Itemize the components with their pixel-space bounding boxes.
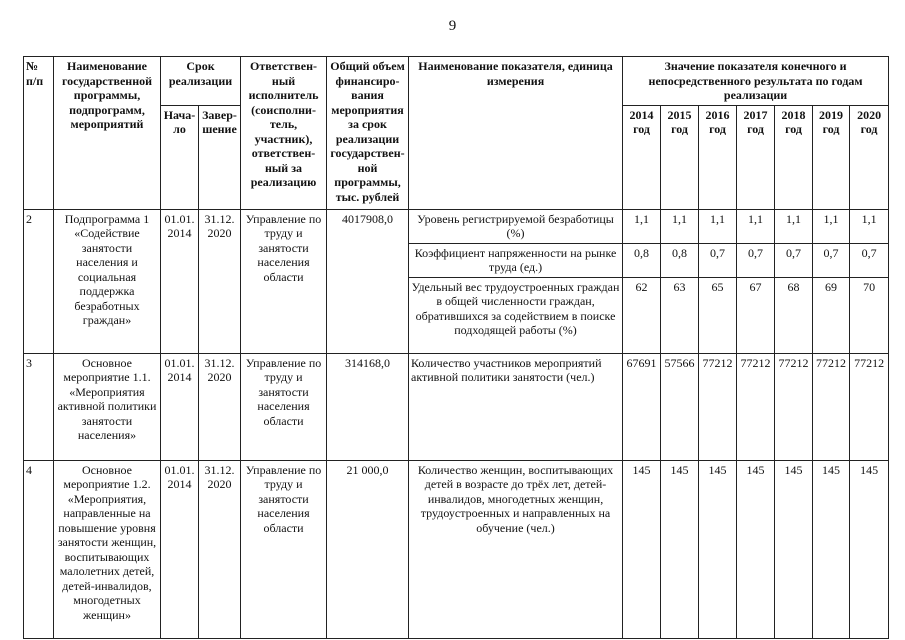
- row-financing: 21 000,0: [327, 460, 409, 638]
- indicator-value: 145: [775, 460, 813, 638]
- row-end: 31.12. 2020: [199, 209, 241, 353]
- indicator-value: 1,1: [623, 209, 661, 243]
- header-year: 2014 год: [623, 105, 661, 209]
- row-name: Подпрограмма 1 «Содействие занятости населения и социальная поддержка безработных граждан»: [54, 209, 161, 353]
- indicator-name: Количество женщин, воспитывающих детей в возрасте до трёх лет, детей-инвалидов, многодетных женщин, трудоустроенных и направленных на обучение (чел.): [409, 460, 623, 638]
- header-year: 2016 год: [699, 105, 737, 209]
- indicator-value: 57566: [661, 353, 699, 460]
- indicator-value: 0,7: [813, 243, 850, 277]
- indicator-value: 69: [813, 277, 850, 353]
- indicator-value: 0,7: [737, 243, 775, 277]
- header-year: 2015 год: [661, 105, 699, 209]
- header-year: 2019 год: [813, 105, 850, 209]
- indicator-value: 67691: [623, 353, 661, 460]
- indicator-value: 77212: [699, 353, 737, 460]
- indicator-name: Удельный вес трудоустроенных граждан в общей численности граждан, обратившихся за содействием в поиске подходящей работы (%): [409, 277, 623, 353]
- indicator-value: 63: [661, 277, 699, 353]
- indicator-name: Уровень регистрируемой безработицы (%): [409, 209, 623, 243]
- header-indicator: Наименование показателя, единица измерения: [409, 57, 623, 210]
- row-start: 01.01. 2014: [161, 353, 199, 460]
- row-financing: 4017908,0: [327, 209, 409, 353]
- header-financing: Общий объем финансиро-вания мероприятия за срок реализации государствен-ной программы, тыс. рублей: [327, 57, 409, 210]
- indicator-value: 1,1: [813, 209, 850, 243]
- program-table: [23, 56, 889, 639]
- indicator-value: 0,8: [623, 243, 661, 277]
- indicator-name: Коэффициент напряженности на рынке труда (ед.): [409, 243, 623, 277]
- indicator-value: 77212: [850, 353, 889, 460]
- indicator-value: 0,7: [775, 243, 813, 277]
- indicator-value: 77212: [813, 353, 850, 460]
- row-start: 01.01. 2014: [161, 460, 199, 638]
- row-num: 2: [24, 209, 54, 353]
- header-num: № п/п: [24, 57, 54, 210]
- header-responsible: Ответствен-ный исполнитель (соисполни-тель, участник), ответствен-ный за реализацию: [241, 57, 327, 210]
- header-year: 2020 год: [850, 105, 889, 209]
- page-number: 9: [448, 18, 457, 34]
- row-responsible: Управление по труду и занятости населения области: [241, 460, 327, 638]
- indicator-value: 145: [661, 460, 699, 638]
- indicator-value: 62: [623, 277, 661, 353]
- indicator-value: 145: [850, 460, 889, 638]
- indicator-value: 1,1: [850, 209, 889, 243]
- header-year: 2018 год: [775, 105, 813, 209]
- indicator-value: 77212: [775, 353, 813, 460]
- indicator-value: 67: [737, 277, 775, 353]
- header-term-start: Нача-ло: [161, 105, 199, 209]
- indicator-value: 0,7: [850, 243, 889, 277]
- header-values: Значение показателя конечного и непосредственного результата по годам реализации: [623, 57, 889, 106]
- indicator-value: 145: [623, 460, 661, 638]
- indicator-value: 0,8: [661, 243, 699, 277]
- row-responsible: Управление по труду и занятости населения области: [241, 353, 327, 460]
- row-responsible: Управление по труду и занятости населения области: [241, 209, 327, 353]
- indicator-name: Количество участников мероприятий активной политики занятости (чел.): [409, 353, 623, 460]
- header-term: Срок реализации: [161, 57, 241, 106]
- header-name: Наименование государственной программы, подпрограмм, мероприятий: [54, 57, 161, 210]
- row-start: 01.01. 2014: [161, 209, 199, 353]
- row-end: 31.12. 2020: [199, 460, 241, 638]
- header-year: 2017 год: [737, 105, 775, 209]
- indicator-value: 1,1: [775, 209, 813, 243]
- indicator-value: 145: [813, 460, 850, 638]
- row-name: Основное мероприятие 1.2. «Мероприятия, направленные на повышение уровня занятости женщин, воспитывающих малолетних детей, детей-инвалидов, многодетных женщин»: [54, 460, 161, 638]
- indicator-value: 77212: [737, 353, 775, 460]
- indicator-value: 70: [850, 277, 889, 353]
- indicator-value: 65: [699, 277, 737, 353]
- indicator-value: 68: [775, 277, 813, 353]
- indicator-value: 1,1: [699, 209, 737, 243]
- row-financing: 314168,0: [327, 353, 409, 460]
- row-num: 4: [24, 460, 54, 638]
- indicator-value: 1,1: [737, 209, 775, 243]
- indicator-value: 1,1: [661, 209, 699, 243]
- row-end: 31.12. 2020: [199, 353, 241, 460]
- indicator-value: 145: [737, 460, 775, 638]
- header-term-end: Завер-шение: [199, 105, 241, 209]
- row-num: 3: [24, 353, 54, 460]
- indicator-value: 145: [699, 460, 737, 638]
- row-name: Основное мероприятие 1.1. «Мероприятия активной политики занятости населения»: [54, 353, 161, 460]
- indicator-value: 0,7: [699, 243, 737, 277]
